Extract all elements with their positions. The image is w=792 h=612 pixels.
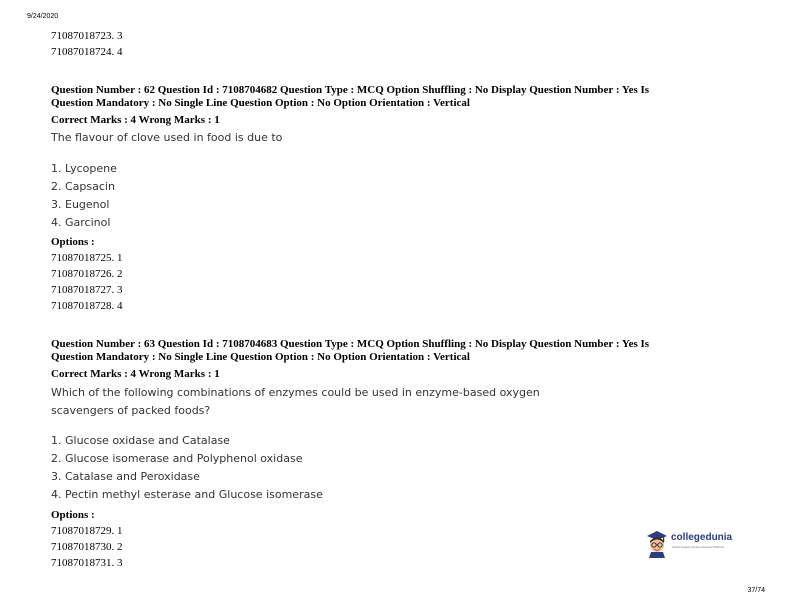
logo-tagline: India's largest Student Review Platform xyxy=(672,545,725,549)
question-62-marks: Correct Marks : 4 Wrong Marks : 1 xyxy=(51,114,220,126)
question-header-line: Question Mandatory : No Single Line Question Option : No Option Orientation : Vertical xyxy=(51,97,470,109)
prev-option-line: 71087018724. 4 xyxy=(51,46,123,58)
option-id-line: 71087018728. 4 xyxy=(51,300,123,312)
option-id-line: 71087018730. 2 xyxy=(51,541,123,553)
question-62-header xyxy=(51,84,731,110)
option-id-line: 71087018729. 1 xyxy=(51,525,123,537)
logo-brand-text: collegedunia xyxy=(671,532,733,543)
choice-item: 2. Glucose isomerase and Polyphenol oxidase xyxy=(51,452,303,465)
options-label: Options : xyxy=(51,236,95,248)
mascot-icon xyxy=(645,528,669,558)
question-63-header xyxy=(51,338,731,364)
option-id-line: 71087018725. 1 xyxy=(51,252,123,264)
question-63-marks: Correct Marks : 4 Wrong Marks : 1 xyxy=(51,368,220,380)
question-63-text: Which of the following combinations of enzymes could be used in enzyme-based oxygen xyxy=(51,386,540,399)
option-id-line: 71087018727. 3 xyxy=(51,284,123,296)
question-header-line: Question Number : 63 Question Id : 7108704683 Question Type : MCQ Option Shuffling : No Display Question Number : Yes Is xyxy=(51,338,650,350)
page-number: 37/74 xyxy=(747,587,765,594)
prev-option-line: 71087018723. 3 xyxy=(51,30,123,42)
options-label: Options : xyxy=(51,509,95,521)
choice-item: 1. Lycopene xyxy=(51,162,117,175)
choice-item: 3. Eugenol xyxy=(51,198,110,211)
choice-item: 4. Pectin methyl esterase and Glucose isomerase xyxy=(51,488,323,501)
choice-item: 4. Garcinol xyxy=(51,216,111,229)
choice-item: 3. Catalase and Peroxidase xyxy=(51,470,200,483)
choice-item: 2. Capsacin xyxy=(51,180,115,193)
question-header-line: Question Mandatory : No Single Line Question Option : No Option Orientation : Vertical xyxy=(51,351,470,363)
question-header-line: Question Number : 62 Question Id : 7108704682 Question Type : MCQ Option Shuffling : No Display Question Number : Yes Is xyxy=(51,84,650,96)
option-id-line: 71087018731. 3 xyxy=(51,557,123,569)
question-63-text: scavengers of packed foods? xyxy=(51,404,211,417)
print-date: 9/24/2020 xyxy=(27,13,59,20)
choice-item: 1. Glucose oxidase and Catalase xyxy=(51,434,230,447)
collegedunia-logo xyxy=(645,528,745,558)
question-62-text: The flavour of clove used in food is due to xyxy=(51,131,283,144)
option-id-line: 71087018726. 2 xyxy=(51,268,123,280)
